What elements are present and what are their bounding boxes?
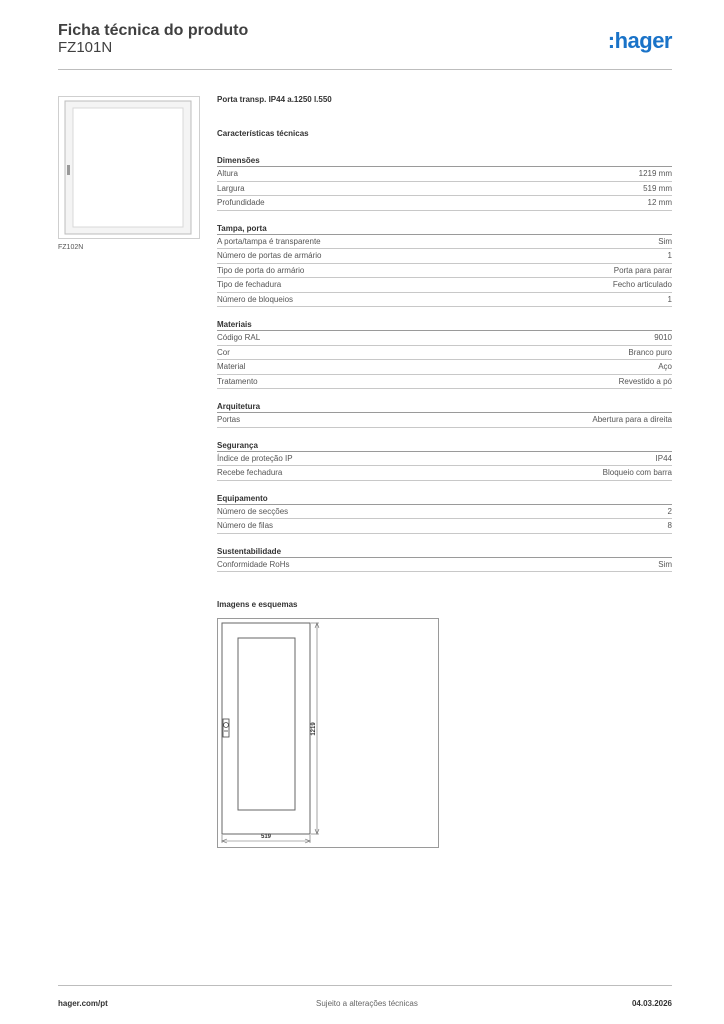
- door-drawing-icon: [218, 619, 438, 847]
- spec-label: Portas: [217, 415, 241, 424]
- group-title: Dimensões: [217, 155, 672, 167]
- spec-row: [217, 249, 672, 264]
- spec-label: Tipo de fechadura: [217, 280, 282, 289]
- spec-value: IP44: [655, 453, 672, 463]
- group-door: [217, 223, 672, 308]
- footer-date: 04.03.2026: [631, 999, 672, 1008]
- spec-row: [217, 331, 672, 346]
- images-title: Imagens e esquemas: [217, 600, 298, 609]
- spec-label: Recebe fechadura: [217, 468, 283, 477]
- spec-row: [217, 360, 672, 375]
- spec-value: 9010: [654, 333, 672, 342]
- spec-row: [217, 466, 672, 481]
- dim-width-label: 519: [260, 834, 272, 840]
- brand-logo: :hager: [607, 28, 672, 53]
- spec-row: [217, 558, 672, 573]
- spec-value: 8: [667, 521, 672, 530]
- spec-row: [217, 375, 672, 390]
- spec-value: 1219 mm: [638, 169, 672, 178]
- spec-row: [217, 519, 672, 534]
- group-security: [217, 440, 672, 481]
- spec-value: 1: [667, 251, 672, 260]
- page-footer: [58, 985, 672, 1010]
- spec-sheet: [217, 95, 672, 572]
- product-description: Porta transp. IP44 a.1250 l.550: [217, 95, 332, 104]
- spec-label: Material: [217, 362, 246, 371]
- thumbnail-caption: FZ102N: [58, 244, 84, 251]
- group-title: Sustentabilidade: [217, 546, 672, 558]
- spec-label: Cor: [217, 347, 230, 357]
- spec-label: Número de bloqueios: [217, 294, 294, 304]
- page-header: [58, 22, 672, 70]
- spec-row: [217, 196, 672, 211]
- group-title: Equipamento: [217, 493, 672, 505]
- spec-label: Tipo de porta do armário: [217, 265, 305, 275]
- group-architecture: [217, 401, 672, 428]
- spec-value: 519 mm: [643, 183, 672, 193]
- spec-row: [217, 182, 672, 197]
- group-title: Segurança: [217, 440, 672, 452]
- spec-value: Abertura para a direita: [592, 415, 672, 424]
- group-title: Tampa, porta: [217, 223, 672, 235]
- spec-value: Aço: [658, 362, 672, 371]
- door-thumbnail-icon: [59, 97, 199, 238]
- spec-value: Porta para parar: [613, 265, 672, 275]
- spec-value: 2: [667, 506, 672, 516]
- group-equipment: [217, 493, 672, 534]
- document-title: Ficha técnica do produto: [58, 22, 249, 39]
- technical-drawing: [217, 618, 439, 848]
- spec-row: [217, 346, 672, 361]
- product-code: FZ101N: [58, 39, 113, 56]
- spec-value: Revestido a pó: [618, 376, 672, 386]
- spec-row: [217, 413, 672, 428]
- spec-label: Número de filas: [217, 521, 274, 530]
- spec-value: Bloqueio com barra: [602, 468, 672, 477]
- group-title: Arquitetura: [217, 401, 672, 413]
- spec-value: Sim: [658, 236, 672, 246]
- spec-label: Profundidade: [217, 198, 265, 207]
- spec-value: 1: [667, 294, 672, 304]
- group-dimensions: [217, 155, 672, 211]
- group-materials: [217, 319, 672, 389]
- spec-value: Fecho articulado: [612, 280, 672, 289]
- spec-row: [217, 452, 672, 467]
- spec-value: Sim: [658, 559, 672, 569]
- spec-row: [217, 293, 672, 308]
- footer-note: Sujeito a alterações técnicas: [316, 999, 418, 1008]
- spec-label: Tratamento: [217, 376, 258, 386]
- product-thumbnail: [58, 96, 200, 239]
- dim-height-label: 1219: [311, 722, 317, 736]
- spec-label: Altura: [217, 169, 238, 178]
- group-title: Materiais: [217, 319, 672, 331]
- spec-row: [217, 278, 672, 293]
- footer-website: hager.com/pt: [58, 999, 108, 1008]
- spec-row: [217, 235, 672, 250]
- spec-value: 12 mm: [647, 198, 672, 207]
- spec-label: Largura: [217, 183, 245, 193]
- characteristics-title: Características técnicas: [217, 129, 309, 138]
- group-sustainability: [217, 546, 672, 573]
- spec-row: [217, 167, 672, 182]
- spec-row: [217, 264, 672, 279]
- spec-row: [217, 505, 672, 520]
- spec-label: Conformidade RoHs: [217, 559, 290, 569]
- spec-label: Código RAL: [217, 333, 261, 342]
- spec-label: A porta/tampa é transparente: [217, 236, 321, 246]
- spec-label: Número de secções: [217, 506, 289, 516]
- spec-label: Índice de proteção IP: [217, 453, 293, 463]
- spec-label: Número de portas de armário: [217, 251, 322, 260]
- spec-value: Branco puro: [628, 347, 672, 357]
